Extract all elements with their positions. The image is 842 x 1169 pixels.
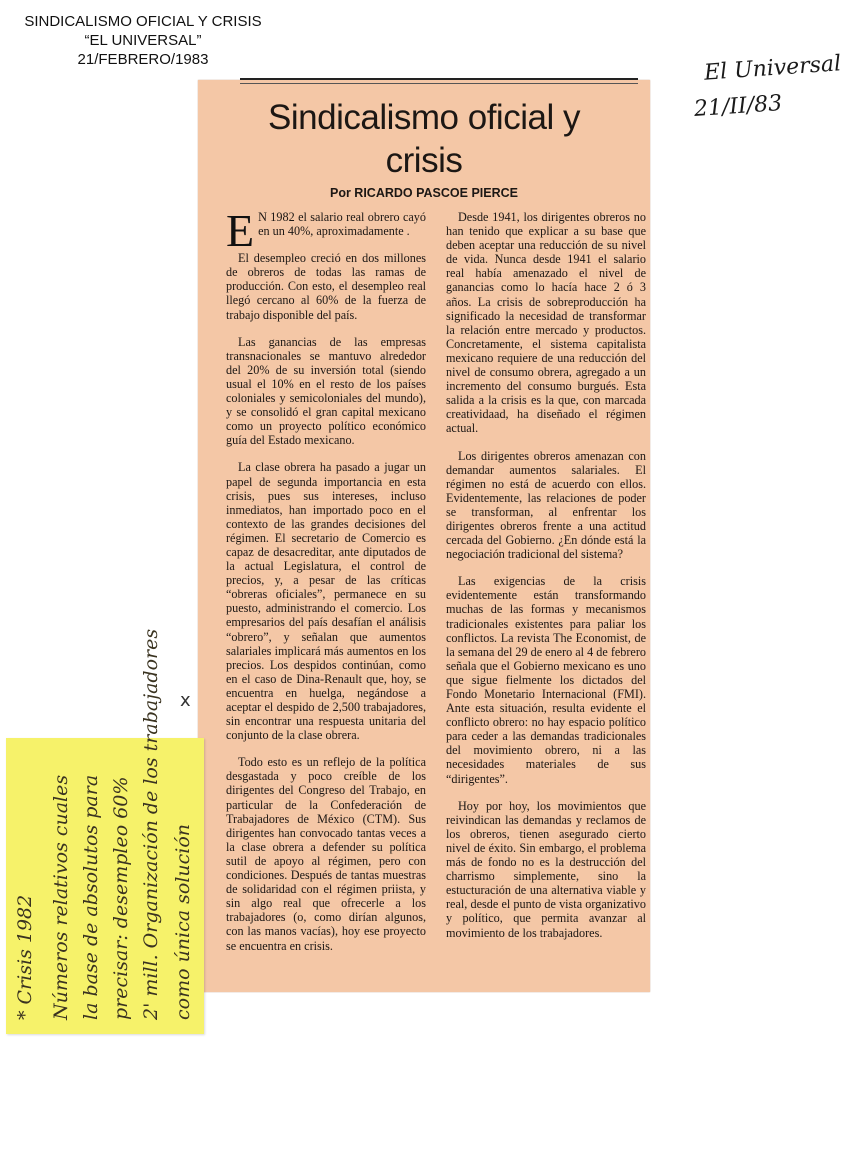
- headline-line-1: Sindicalismo oficial y: [268, 98, 580, 137]
- paragraph-text: N 1982 el salario real obrero cayó en un 40%, aproximadamente .: [258, 210, 426, 239]
- article-paragraph: Las exigencias de la crisis evidentemente están transformando muchas de las formas y mecanismos tradicionales existentes para paliar los conflictos. La revista The Economist, de la semana del 29 de enero al 4 de febrero señala que el Gobierno mexicano es uno que sigue fielmente los dictados del Fondo Monetario Internacional (FMI). Ante esta situación, resulta evidente el conflicto obrero: no hay espacio político para ceder a las demandas tradicionales del movimiento obrero, ni a las necesidades materiales de sus “dirigentes”.: [446, 574, 646, 786]
- sticky-note-line: 2' mill. Organización de los trabajadores: [140, 628, 162, 1020]
- clipping-top-rule-thin: [240, 83, 638, 84]
- article-headline: [198, 96, 650, 182]
- article-paragraph: La clase obrera ha pasado a jugar un papel de segunda importancia en esta crisis, pues sus intereses, incluso inmediatos, han importado poco en el contexto de las grandes decisiones del régimen. El secretario de Comercio es capaz de desacreditar, ante diputados de la actual Legislatura, el control de precios, y, a pesar de las críticas “obreras oficiales”, permanece en su puesto, administrando el comercio. Los empresarios del país desafían el análisis “obrero”, y señalan que aumentos salariales implicará más aumentos en los precios. Los despidos continúan, como en el caso de Dina-Renault que, hoy, se encuentra en huelga, negándose a aceptar el despido de 2,500 trabajadores, sin encontrar una respuesta unitaria del conjunto de la clase obrera.: [226, 460, 426, 743]
- article-paragraph: Las ganancias de las empresas transnacionales se mantuvo alrededor del 20% de su inversión total (siendo usual el 10% en el resto de los países coloniales y semicoloniales del mundo), y se consolidó el gran capital mexicano como un proyecto político económico guía del Estado mexicano.: [226, 334, 426, 448]
- article-column-left: [226, 205, 426, 966]
- sticky-note: [6, 628, 204, 1034]
- clipping-top-rule: [240, 78, 638, 80]
- article-column-right: [446, 210, 646, 953]
- sticky-note-line: la base de absolutos para: [80, 774, 102, 1020]
- article-paragraph: Los dirigentes obreros amenazan con demandar aumentos salariales. El régimen no está de acuerdo con ellos. Evidentemente, las relaciones de poder se transforman, al enfrentar los dirigentes obreros frente a una actitud cercada del Gobierno. ¿En dónde está la negociación tradicional del sistema?: [446, 448, 646, 562]
- sticky-note-line: como única solución: [172, 823, 194, 1020]
- handwritten-source-note: [690, 50, 842, 150]
- article-paragraph: El desempleo creció en dos millones de obreros de todas las ramas de producción. Con esto, el desempleo real llegó cercano al 60% de la fuerza de trabajo disponible del país.: [226, 251, 426, 322]
- header-title: SINDICALISMO OFICIAL Y CRISIS: [24, 13, 262, 30]
- sticky-note-line: Números relativos cuales: [50, 774, 72, 1020]
- drop-cap: E: [226, 205, 255, 256]
- article-paragraph: [226, 205, 426, 256]
- sticky-note-line: * Crisis 1982: [14, 894, 36, 1020]
- article-paragraph: Hoy por hoy, los movimientos que reivindican las demandas y reclamos de los obreros, tienen asegurado cierto nivel de éxito. Sin embargo, el problema más de fondo no es la destrucción del charrismo simplemente, sino la estucturación de una alternativa viable y real, desde el punto de vista organizativo y político, que permita avanzar al movimiento de los trabajadores.: [446, 798, 646, 940]
- archive-header-label: [14, 8, 272, 78]
- margin-x-mark: x: [180, 690, 191, 711]
- sticky-note-text: [6, 628, 204, 1034]
- article-paragraph: Todo esto es un reflejo de la política desgastada y poco creíble de los dirigentes del Congreso del Trabajo, en particular de la Confederación de Trabajadores de México (CTM). Sus dirigentes han convocado tantas veces a la clase obrera a defender su política sutil de apoyo al régimen, pero con condiciones. Después de tantas muestras de solidaridad con el régimen priista, y sin algo real que ofrecerle a los trabajadores (o, como dirían algunos, con las manos vacías), hoy ese proyecto se encuentra en crisis.: [226, 755, 426, 953]
- handwritten-source: El Universal: [703, 51, 842, 86]
- article-byline: Por RICARDO PASCOE PIERCE: [330, 186, 518, 200]
- header-source: “EL UNIVERSAL”: [84, 32, 202, 49]
- sticky-note-line: precisar: desempleo 60%: [110, 776, 132, 1020]
- header-date: 21/FEBRERO/1983: [77, 51, 209, 68]
- article-paragraph: Desde 1941, los dirigentes obreros no han tenido que explicar a su base que deben aceptar una reducción de su nivel de vida. Nunca desde 1941 el salario real había amenazado el nivel de ganancias como lo hacía hace 2 ó 3 años. La crisis de sobreproducción ha significado la necesidad de transformar la relación entre mercado y productos. Concretamente, el sistema capitalista mexicano requiere de una reducción del nivel de consumo obrera, agregado a un incremento del consumo burgués. Esta salida a la crisis es la que, con marcada creatividaad, ha diseñado el régimen actual.: [446, 210, 646, 436]
- headline-line-2: crisis: [385, 141, 463, 180]
- handwritten-date: 21/II/83: [693, 90, 783, 123]
